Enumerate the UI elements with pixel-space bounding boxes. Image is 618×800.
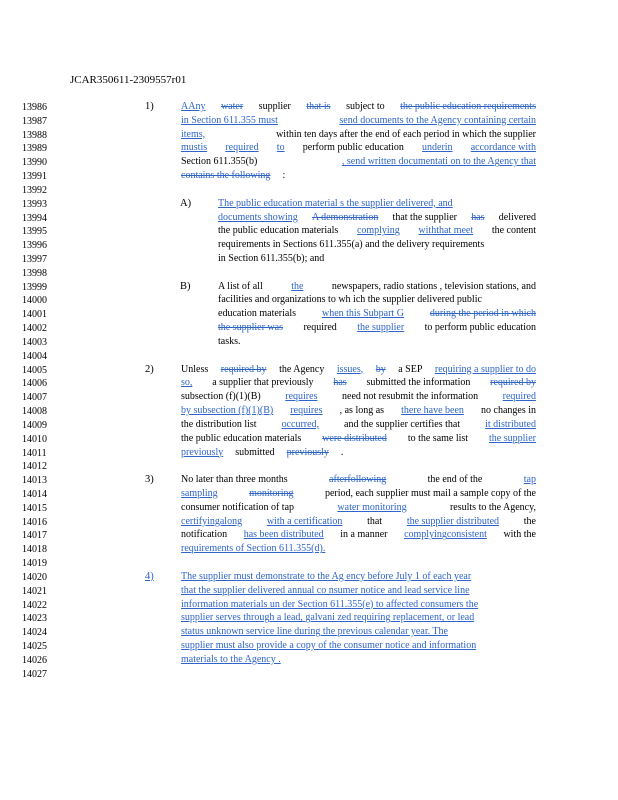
text-line [181,446,536,460]
inserted-text: the supplier [489,432,536,444]
inserted-text: , send written documentati on to the Agency that [341,156,536,168]
inserted-text: by subsection (f)(1)(B) [181,405,274,417]
line-number: 13999 [22,281,47,293]
text-line [181,432,536,446]
line-number: 13989 [22,143,47,155]
inserted-text: AAny [181,101,206,112]
plain-text: a supplier that previously [212,377,314,389]
plain-text: notification [181,529,228,541]
text-line [181,114,536,128]
line-number: 14007 [22,392,47,404]
plain-text: the public education materials [181,432,302,444]
deleted-text: during the period in which [429,308,536,320]
plain-text: to the same list [407,432,469,444]
line-number: 14019 [22,558,47,570]
plain-text: subsection (f)(1)(B) [181,391,261,403]
paragraph-marker: 2) [145,363,154,375]
inserted-text: items, [181,128,206,140]
text-line [218,321,536,335]
inserted-text: supplier serves through a lead, galvani zed requiring replacement, or lead [181,612,475,624]
plain-text: required [303,322,337,334]
plain-text: tasks. [218,335,241,347]
inserted-text: status unknown service line during the previous calendar year. The [181,626,448,638]
line-number: 13994 [22,212,47,224]
inserted-text: supplier must also provide a copy of the consumer notice and information [181,639,477,651]
inserted-text: has been distributed [243,529,324,541]
plain-text: a SEP [398,363,423,375]
text-line [181,625,536,639]
inserted-text: required [225,142,259,154]
line-number: 13987 [22,115,47,127]
deleted-text: previously [286,446,329,458]
plain-text: submitted [235,446,275,458]
inserted-text: tap [523,474,536,486]
plain-text: consumer notification of tap [181,501,295,513]
text-line [218,280,536,294]
line-number: 13991 [22,171,47,183]
text-line [181,639,536,653]
plain-text: Section 611.355(b) [181,156,258,168]
text-line [218,293,536,307]
inserted-text: the supplier [357,322,405,334]
deleted-text: contains the following [181,170,271,182]
line-number: 14000 [22,295,47,307]
inserted-text: requires [285,391,318,403]
text-line [218,238,536,252]
plain-text: newspapers, radio stations , television stations, and [331,280,536,292]
deleted-text: A demonstration [311,211,379,223]
text-line [181,515,536,529]
plain-text: that the supplier [392,211,457,223]
line-number: 13993 [22,198,47,210]
inserted-text: previously [181,446,224,458]
inserted-text: underin [422,142,453,154]
deleted-text: required by [220,363,267,375]
plain-text: submitted the information [366,377,471,389]
inserted-text: when this Subpart G [321,308,404,320]
text-line [218,335,536,349]
inserted-text: water monitoring [337,501,407,513]
inserted-text: to [276,142,285,154]
text-line [181,128,536,142]
text-line [181,169,536,183]
deleted-text: monitoring [249,487,294,499]
plain-text: within ten days after the end of each period in which the supplier [276,128,536,140]
line-number: 14022 [22,599,47,611]
inserted-text: accordance with [470,142,536,154]
text-line [181,528,536,542]
plain-text: A list of all [218,280,263,292]
line-number: 14008 [22,406,47,418]
text-line [181,611,536,625]
line-number: 14002 [22,323,47,335]
line-number: 14017 [22,530,47,542]
plain-text: supplier [258,101,291,112]
inserted-text: issues, [336,363,364,375]
line-number: 14012 [22,461,47,473]
deleted-text: that is [306,101,331,112]
inserted-text: the [291,280,304,292]
plain-text: with the [503,529,536,541]
inserted-text: it distributed [485,418,536,430]
line-number: 14020 [22,571,47,583]
text-line [181,155,536,169]
plain-text: the Agency [279,363,325,375]
line-number: 13992 [22,184,47,196]
text-line [181,584,536,598]
text-line [181,100,536,114]
plain-text: requirements in Sections 611.355(a) and the delivery requirements [218,239,485,251]
paragraph-marker: A) [180,197,192,209]
inserted-text: The supplier must demonstrate to the Ag ency before July 1 of each year [181,570,472,582]
plain-text: the public education materials [218,225,339,237]
plain-text: . [340,446,344,458]
deleted-text: water [220,101,244,112]
plain-text: the distribution list [181,418,257,430]
plain-text: facilities and organizations to wh ich the supplier delivered public [218,294,482,306]
inserted-text: sampling [181,487,218,499]
line-number: 14006 [22,378,47,390]
plain-text: No later than three months [181,474,288,486]
line-number: 14003 [22,336,47,348]
text-line [181,363,536,377]
plain-text: no changes in [481,405,536,417]
inserted-text: complyingconsistent [404,529,487,541]
inserted-text: the supplier distributed [406,515,500,527]
text-line [218,252,536,266]
inserted-text: so, [181,377,193,389]
plain-text: that [367,515,383,527]
inserted-text: withthat meet [418,225,474,237]
text-line [181,487,536,501]
line-number: 14015 [22,502,47,514]
text-line [181,598,536,612]
deleted-text: the public education requirements [400,101,536,112]
plain-text: , as long as [339,405,385,417]
text-line [181,390,536,404]
text-line [181,404,536,418]
deleted-text: were distributed [322,432,387,444]
text-line [181,473,536,487]
inserted-text: requirements of Section 611.355(d). [181,543,326,555]
line-number: 13990 [22,157,47,169]
text-line [181,141,536,155]
document-id: JCAR350611-2309557r01 [70,74,187,86]
text-line [181,376,536,390]
paragraph-marker: 3) [145,474,154,486]
line-number: 14023 [22,613,47,625]
text-line [181,570,536,584]
inserted-text: required [502,391,536,403]
line-number: 14018 [22,544,47,556]
inserted-text: in Section 611.355 must [181,114,278,126]
inserted-text: information materials un der Section 611.355(e) to affected consumers the [181,598,479,610]
text-line [181,653,536,667]
line-number: 13986 [22,102,47,113]
line-number: 13997 [22,254,47,266]
inserted-text: complying [356,225,400,237]
line-number: 14011 [22,447,47,459]
deleted-text: has [333,377,347,389]
plain-text: : [282,170,286,182]
line-number: 13998 [22,267,47,279]
line-number: 14014 [22,488,47,500]
paragraph-marker: B) [180,280,191,292]
inserted-text: that the supplier delivered annual co nsumer notice and lead service line [181,584,470,596]
plain-text: perform public education [302,142,404,154]
plain-text: to perform public education [424,322,536,334]
text-line [218,307,536,321]
deleted-text: required by [490,377,536,389]
text-line [181,542,536,556]
inserted-text: requires [290,405,323,417]
inserted-text: there have been [401,405,464,417]
paragraph-marker: 1) [145,101,154,112]
inserted-text: with a certification [266,515,343,527]
plain-text: in a manner [340,529,388,541]
line-number: 14001 [22,309,47,321]
plain-text: need not resubmit the information [342,391,479,403]
deleted-text: has [471,211,485,223]
inserted-text: send documents to the Agency containing certain [339,114,536,126]
plain-text: delivered [498,211,536,223]
text-line [218,224,536,238]
text-line [218,211,536,225]
line-number: 14026 [22,654,47,666]
line-number: 14016 [22,516,47,528]
inserted-text: mustis [181,142,208,154]
plain-text: Unless [181,363,209,375]
deleted-text: the supplier was [218,322,283,334]
line-number: 14024 [22,627,47,639]
inserted-text: occurred, [281,418,320,430]
text-line [181,418,536,432]
plain-text: results to the Agency, [449,501,536,513]
line-number: 13988 [22,129,47,141]
line-number: 13996 [22,240,47,252]
line-number: 14004 [22,350,47,362]
paragraph-marker: 4) [145,570,154,582]
deleted-text: afterfollowing [329,474,387,486]
text-line [218,197,536,211]
plain-text: subject to [346,101,385,112]
line-number: 14009 [22,419,47,431]
inserted-text: materials to the Agency . [181,653,281,665]
inserted-text: requiring a supplier to do [434,363,536,375]
line-number: 13995 [22,226,47,238]
plain-text: and the supplier certifies that [344,418,461,430]
line-number: 14027 [22,668,47,680]
line-number: 14005 [22,364,47,376]
plain-text: the [523,515,536,527]
text-line [181,501,536,515]
deleted-text: by [375,363,386,375]
line-number: 14013 [22,475,47,487]
plain-text: period, each supplier must mail a sample copy of the [324,487,536,499]
line-number: 14021 [22,585,47,597]
line-number: 14010 [22,433,47,445]
plain-text: the content [491,225,536,237]
inserted-text: The public education material s the supplier delivered, and [218,197,453,209]
plain-text: education materials [218,308,297,320]
inserted-text: certifyingalong [181,515,243,527]
plain-text: the end of the [427,474,483,486]
inserted-text: documents showing [218,211,298,223]
line-number: 14025 [22,640,47,652]
plain-text: in Section 611.355(b); and [218,253,325,265]
